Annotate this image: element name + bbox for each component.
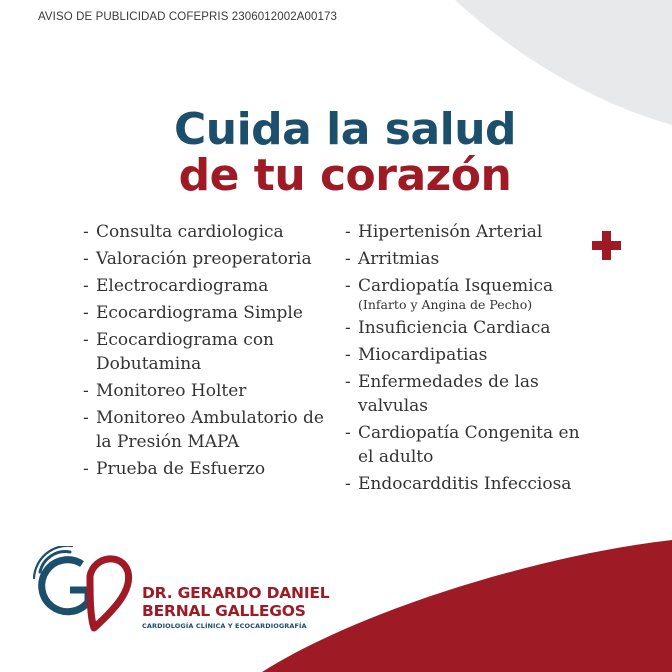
list-item [345, 472, 595, 496]
list-item [345, 370, 595, 418]
list-item [345, 316, 595, 340]
list-item-label: Cardiopatía Congenita en el adulto [358, 423, 580, 467]
gd-heart-logo [30, 546, 140, 636]
list-item-label: Miocardipatias [358, 345, 488, 365]
list-item-note: (Infarto y Angina de Pecho) [358, 297, 533, 312]
list-item: - Monitoreo Holter [83, 379, 333, 403]
list-item-label: Enfermedades de las valvulas [358, 372, 539, 416]
list-item: - Ecocardiograma con Dobutamina [83, 328, 333, 376]
headline-line-2: de tu corazón [178, 150, 512, 201]
bottom-right-red-corner [262, 540, 672, 672]
list-item-label: Hipertenisón Arterial [358, 222, 543, 242]
doctor-specialty: CARDIOLOGÍA CLÍNICA Y ECOCARDIOGRAFÍA [142, 622, 307, 630]
list-item [345, 421, 595, 469]
list-item-label: Cardiopatía Isquemica [358, 276, 554, 296]
headline-line-1: Cuida la salud [173, 104, 517, 155]
medical-cross-icon [592, 231, 621, 260]
list-item [345, 274, 595, 313]
list-item: - Valoración preoperatoria [83, 247, 333, 271]
list-item-label: Endocardditis Infecciosa [358, 474, 572, 494]
services-list-left [83, 220, 333, 484]
list-item: - Ecocardiograma Simple [83, 301, 333, 325]
list-item [345, 247, 595, 271]
list-item: - Electrocardiograma [83, 274, 333, 298]
list-item [345, 220, 595, 244]
list-item-label: Insuficiencia Cardiaca [358, 318, 551, 338]
list-item: - Monitoreo Ambulatorio de la Presión MAPA [83, 406, 333, 454]
list-item-label: Arritmias [358, 249, 440, 269]
doctor-name-line-1: DR. GERARDO DANIEL [142, 584, 330, 602]
doctor-name-line-2: BERNAL GALLEGOS [142, 602, 306, 620]
list-item: - Consulta cardiologica [83, 220, 333, 244]
list-item: - Prueba de Esfuerzo [83, 457, 333, 481]
services-list-right [345, 220, 595, 499]
cofepris-notice: AVISO DE PUBLICIDAD COFEPRIS 2306012002A00173 [38, 11, 337, 23]
list-item [345, 343, 595, 367]
